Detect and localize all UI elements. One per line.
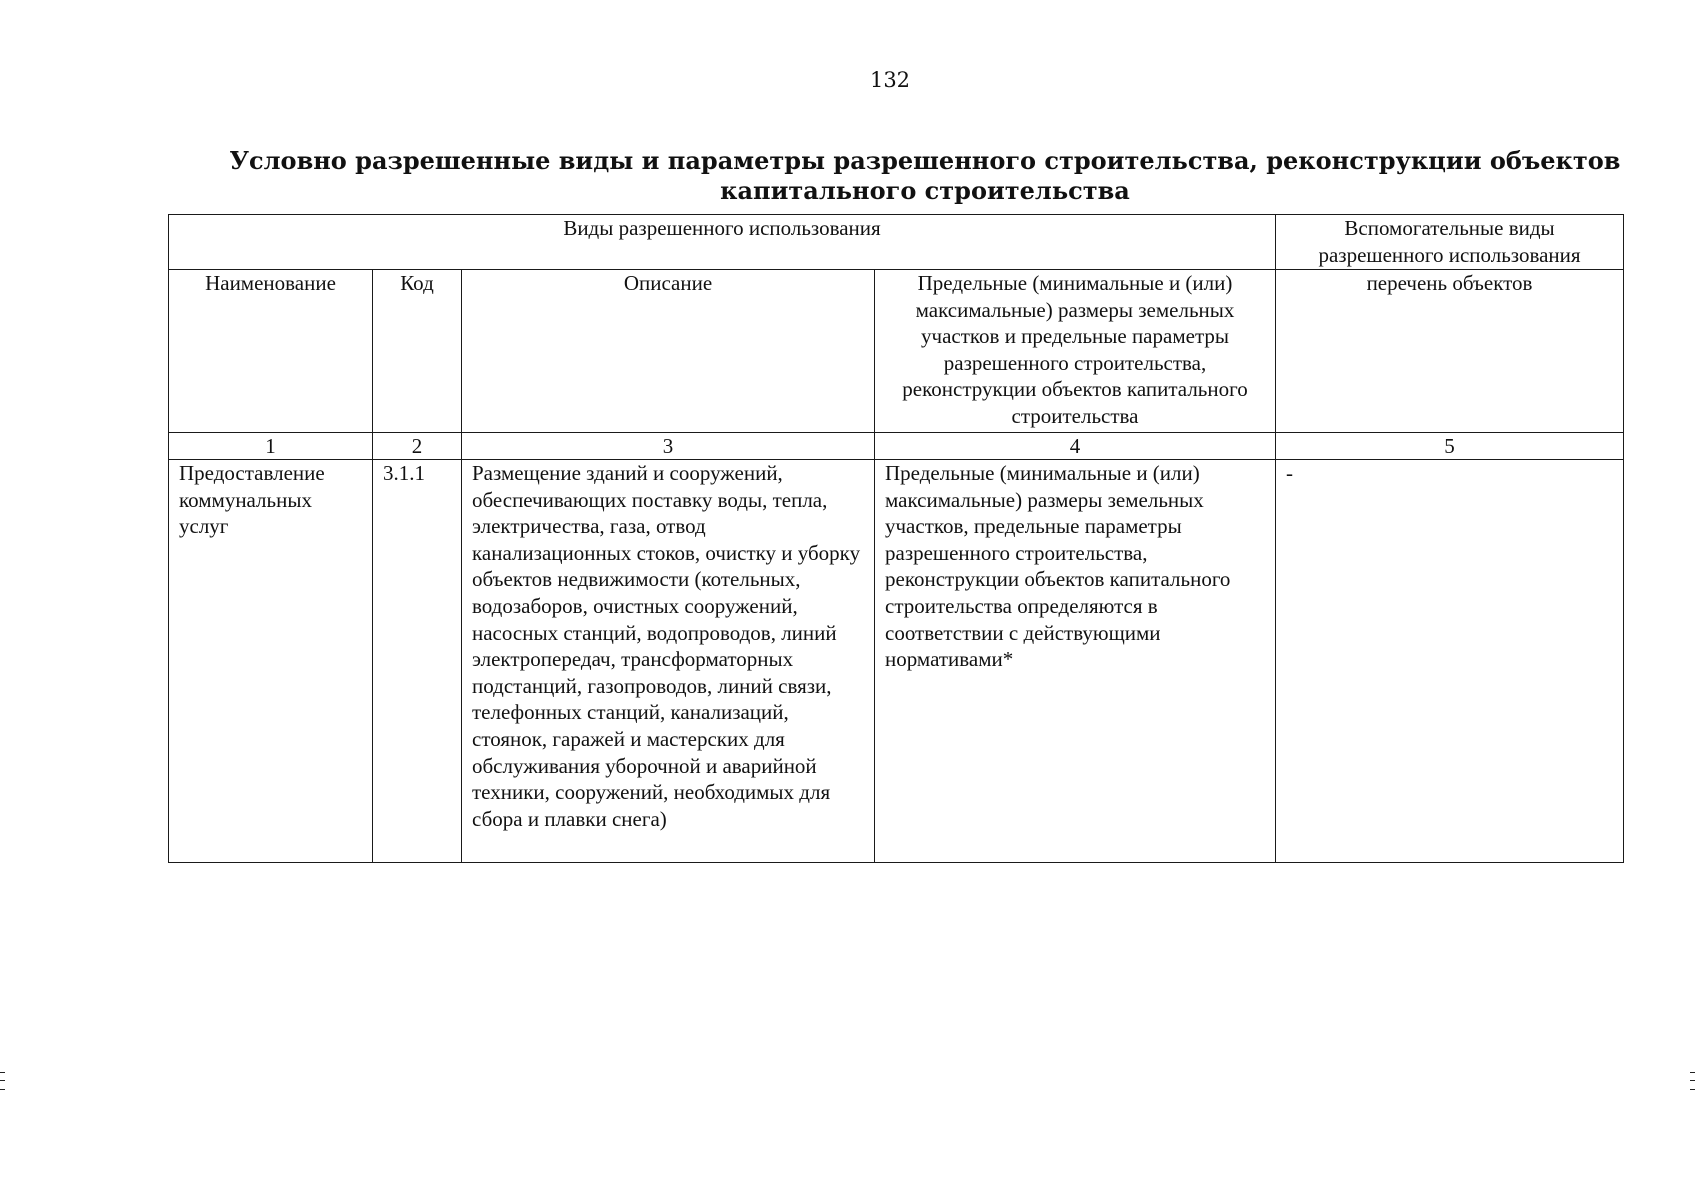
table-column-header-row — [169, 270, 1624, 433]
table-row — [169, 460, 1624, 863]
page-number: 132 — [869, 68, 911, 92]
row-code-cell: 3.1.1 — [373, 460, 462, 863]
column-number: 1 — [169, 433, 373, 460]
column-header-code: Код — [373, 270, 462, 433]
column-number: 4 — [875, 433, 1276, 460]
column-header-objects-list: перечень объектов — [1276, 270, 1624, 433]
column-number: 5 — [1276, 433, 1624, 460]
permitted-uses-table — [168, 214, 1624, 863]
column-number: 3 — [462, 433, 875, 460]
permitted-uses-group-header: Виды разрешенного использования — [169, 215, 1276, 270]
row-description-cell: Размещение зданий и сооружений, обеспечивающих поставку воды, тепла, электричества, газа, отвод канализационных стоков, очистку и уборку объектов недвижимости (котельных, водозаборов, очистных сооружений, насосных станций, водопроводов, линий электропередач, трансформаторных подстанций, газопроводов, линий связи, телефонных станций, канализаций, стоянок, гаражей и мастерских для обслуживания уборочной и аварийной техники, сооружений, необходимых для сбора и плавки снега) — [462, 460, 875, 863]
scan-edge-mark — [0, 1072, 5, 1090]
column-header-name: Наименование — [169, 270, 373, 433]
row-auxiliary-cell: - — [1276, 460, 1624, 863]
column-number: 2 — [373, 433, 462, 460]
scan-edge-mark — [1690, 1072, 1695, 1090]
table-group-header-row — [169, 215, 1624, 270]
document-title: Условно разрешенные виды и параметры разрешенного строительства, реконструкции объектов капитального строительства — [229, 146, 1621, 205]
column-number-row — [169, 433, 1624, 460]
row-name-cell: Предоставление коммунальных услуг — [169, 460, 373, 863]
auxiliary-uses-group-header: Вспомогательные виды разрешенного использования — [1276, 215, 1624, 270]
row-parameters-cell: Предельные (минимальные и (или) максимальные) размеры земельных участков, предельные параметры разрешенного строительства, реконструкции объектов капитального строительства определяются в соответствии с действующими нормативами* — [875, 460, 1276, 863]
column-header-description: Описание — [462, 270, 875, 433]
column-header-parameters: Предельные (минимальные и (или) максимальные) размеры земельных участков и предельные параметры разрешенного строительства, реконструкции объектов капитального строительства — [875, 270, 1276, 433]
